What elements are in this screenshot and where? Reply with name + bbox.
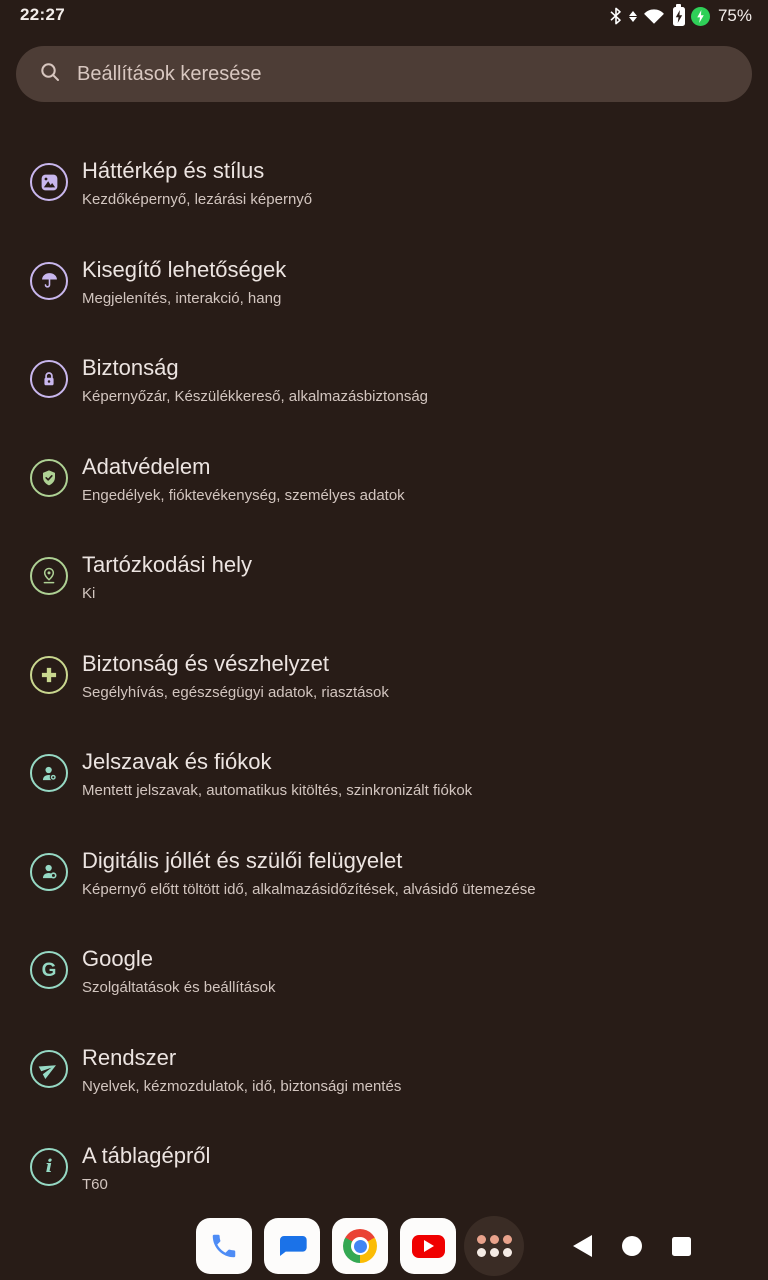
settings-item-subtitle: Ki xyxy=(82,585,96,602)
umbrella-icon xyxy=(30,262,68,300)
youtube-app-icon[interactable] xyxy=(400,1218,456,1274)
settings-item-security[interactable] xyxy=(0,338,768,437)
settings-item-title: Adatvédelem xyxy=(82,453,211,479)
paper-plane-icon xyxy=(30,1050,68,1088)
network-arrows-icon xyxy=(629,11,637,22)
settings-item-location[interactable] xyxy=(0,535,768,634)
search-icon xyxy=(38,60,62,89)
person-key-icon xyxy=(30,754,68,792)
settings-item-title: Digitális jóllét és szülői felügyelet xyxy=(82,847,403,873)
settings-search-bar[interactable] xyxy=(16,46,752,102)
settings-item-system[interactable] xyxy=(0,1028,768,1127)
settings-item-safety-emergency[interactable] xyxy=(0,634,768,733)
phone-app-icon[interactable] xyxy=(196,1218,252,1274)
clock: 22:27 xyxy=(20,5,65,24)
settings-item-subtitle: Megjelenítés, interakció, hang xyxy=(82,289,282,307)
home-button[interactable] xyxy=(622,1236,642,1256)
person-ring-icon xyxy=(30,853,68,891)
medical-plus-icon xyxy=(30,656,68,694)
settings-item-title: Rendszer xyxy=(82,1044,177,1070)
info-icon: i xyxy=(30,1148,68,1186)
google-g-icon: G xyxy=(30,951,68,989)
dock xyxy=(0,1212,768,1280)
shield-check-icon xyxy=(30,459,68,497)
settings-item-subtitle: Mentett jelszavak, automatikus kitöltés, szinkronizált fiókok xyxy=(82,782,473,799)
settings-list xyxy=(0,141,768,1225)
settings-item-title: Háttérkép és stílus xyxy=(82,158,265,183)
settings-item-subtitle: Képernyőzár, Készülékkereső, alkalmazásbiztonság xyxy=(82,388,429,405)
settings-item-subtitle: Nyelvek, kézmozdulatok, idő, biztonsági mentés xyxy=(82,1077,402,1095)
settings-item-title: A táblagépről xyxy=(82,1143,211,1168)
settings-item-title: Kisegítő lehetőségek xyxy=(82,256,287,282)
settings-item-subtitle: Engedélyek, fióktevékenység, személyes adatok xyxy=(82,486,405,504)
location-pin-icon xyxy=(30,557,68,595)
settings-item-google[interactable] xyxy=(0,929,768,1028)
status-bar xyxy=(0,0,768,32)
back-button[interactable] xyxy=(573,1235,592,1257)
app-drawer-button[interactable] xyxy=(464,1216,524,1276)
settings-item-subtitle: Képernyő előtt töltött idő, alkalmazásidőzítések, alvásidő ütemezése xyxy=(82,880,536,898)
settings-item-subtitle: T60 xyxy=(82,1176,108,1193)
app-drawer-dots-icon xyxy=(477,1235,512,1257)
settings-item-title: Biztonság és vészhelyzet xyxy=(82,650,330,676)
search-input[interactable] xyxy=(77,63,677,86)
settings-item-title: Tartózkodási hely xyxy=(82,552,252,577)
wifi-icon xyxy=(643,7,665,25)
settings-item-title: Google xyxy=(82,946,153,971)
settings-item-subtitle: Segélyhívás, egészségügyi adatok, riasztások xyxy=(82,683,389,701)
settings-item-accessibility[interactable] xyxy=(0,240,768,339)
wallpaper-icon xyxy=(30,163,68,201)
recents-button[interactable] xyxy=(672,1237,691,1256)
messages-app-icon[interactable] xyxy=(264,1218,320,1274)
lock-icon xyxy=(30,360,68,398)
settings-item-passwords-accounts[interactable] xyxy=(0,732,768,831)
settings-item-title: Biztonság xyxy=(82,355,179,380)
charging-icon xyxy=(691,7,710,26)
settings-item-about-tablet[interactable] xyxy=(0,1126,768,1225)
settings-item-digital-wellbeing[interactable] xyxy=(0,831,768,930)
battery-icon xyxy=(673,7,685,26)
bluetooth-icon xyxy=(609,7,623,25)
settings-item-wallpaper[interactable] xyxy=(0,141,768,240)
chrome-app-icon[interactable] xyxy=(332,1218,388,1274)
settings-item-subtitle: Kezdőképernyő, lezárási képernyő xyxy=(82,191,313,208)
battery-percent: 75% xyxy=(717,6,752,25)
settings-item-subtitle: Szolgáltatások és beállítások xyxy=(82,979,276,996)
settings-item-title: Jelszavak és fiókok xyxy=(82,749,272,774)
settings-item-privacy[interactable] xyxy=(0,437,768,536)
